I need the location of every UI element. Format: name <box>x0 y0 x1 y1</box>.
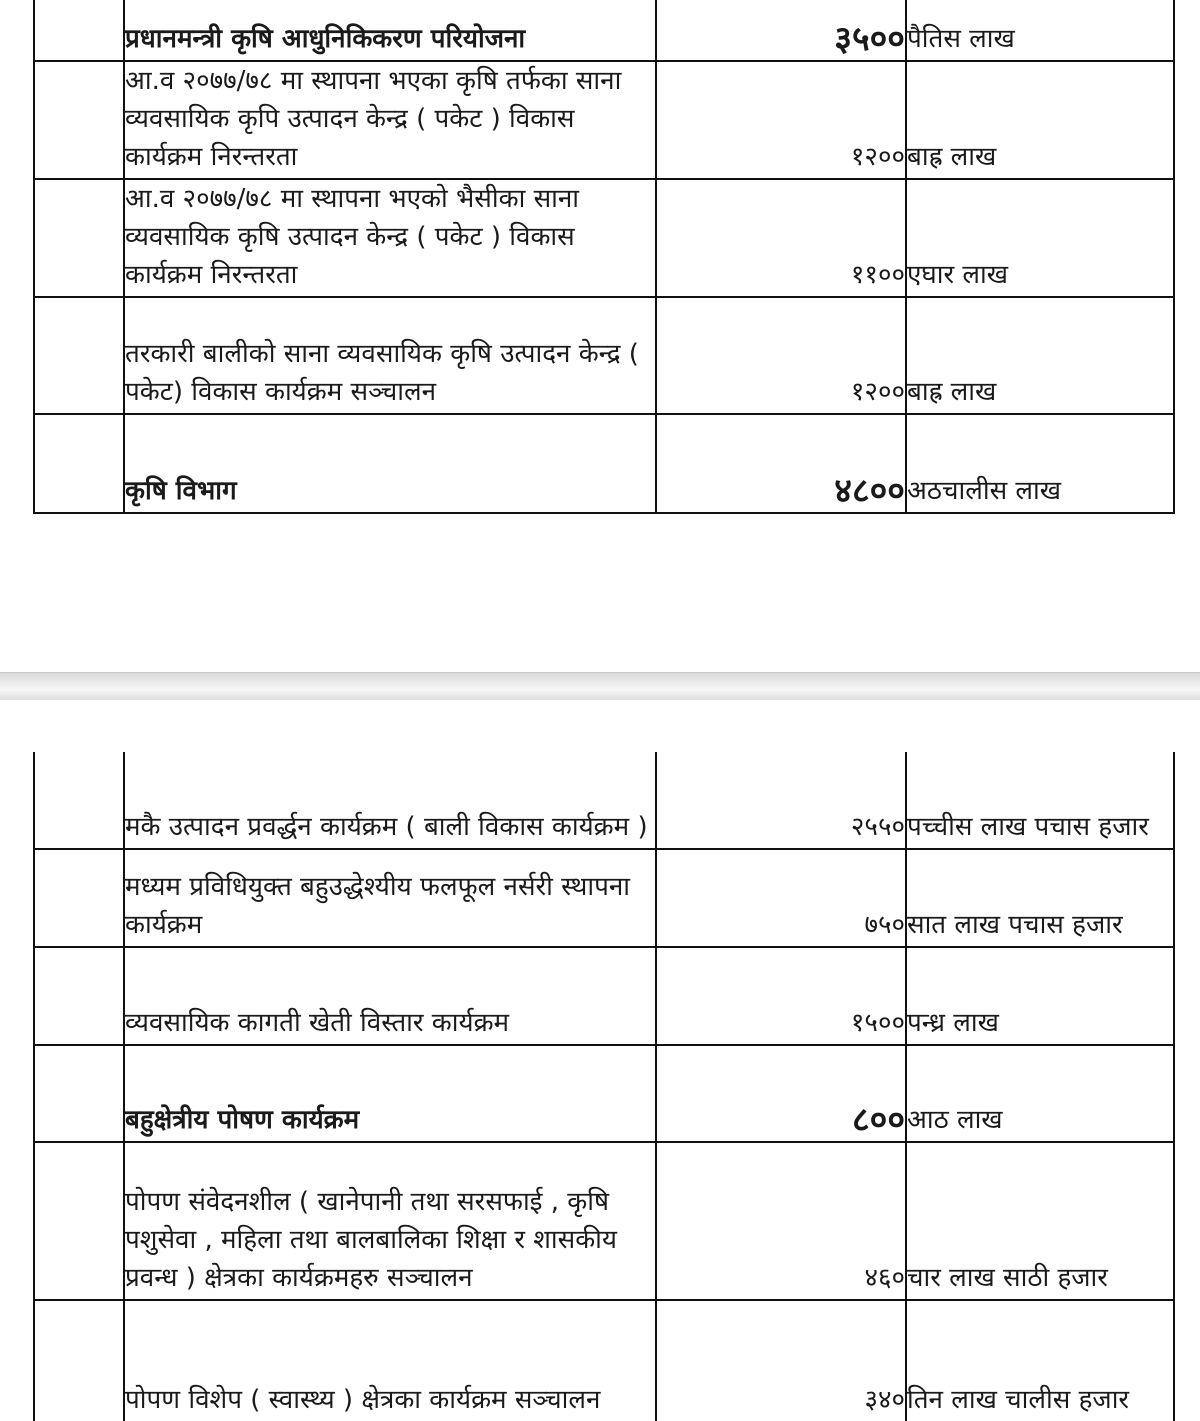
amount-cell: १२०० <box>656 297 906 414</box>
table-row <box>34 947 1174 1045</box>
table-row <box>34 297 1174 414</box>
index-cell <box>34 0 124 61</box>
program-cell: पोपण संवेदनशील ( खानेपानी तथा सरसफाई , कृषि पशुसेवा , महिला तथा बालबालिका शिक्षा र शासकीय प्रवन्ध ) क्षेत्रका कार्यक्रमहरु सञ्चालन <box>124 1142 656 1300</box>
page-break-gap <box>0 672 1200 702</box>
index-cell <box>34 752 124 849</box>
table-row <box>34 1045 1174 1142</box>
program-cell: कृषि विभाग <box>124 414 656 513</box>
index-cell <box>34 1045 124 1142</box>
amount-words-cell: पच्चीस लाख पचास हजार <box>906 752 1174 849</box>
index-cell <box>34 414 124 513</box>
program-cell: तरकारी बालीको साना व्यवसायिक कृषि उत्पादन केन्द्र ( पकेट) विकास कार्यक्रम सञ्चालन <box>124 297 656 414</box>
index-cell <box>34 947 124 1045</box>
index-cell <box>34 297 124 414</box>
amount-words-cell: चार लाख साठी हजार <box>906 1142 1174 1300</box>
table-row <box>34 1142 1174 1300</box>
index-cell <box>34 179 124 297</box>
table-row <box>34 752 1174 849</box>
program-cell: मकै उत्पादन प्रवर्द्धन कार्यक्रम ( बाली विकास कार्यक्रम ) <box>124 752 656 849</box>
program-cell: मध्यम प्रविधियुक्त बहुउद्धेश्यीय फलफूल नर्सरी स्थापना कार्यक्रम <box>124 849 656 947</box>
table-row <box>34 1300 1174 1421</box>
table-row <box>34 849 1174 947</box>
amount-cell: ३४० <box>656 1300 906 1421</box>
amount-cell: ८०० <box>656 1045 906 1142</box>
index-cell <box>34 1300 124 1421</box>
amount-cell: ४८०० <box>656 414 906 513</box>
amount-words-cell: पन्ध्र लाख <box>906 947 1174 1045</box>
index-cell <box>34 61 124 179</box>
amount-words-cell: बाह्र लाख <box>906 297 1174 414</box>
index-cell <box>34 849 124 947</box>
program-cell: आ.व २०७७/७८ मा स्थापना भएका कृषि तर्फका साना व्यवसायिक कृपि उत्पादन केन्द्र ( पकेट ) विकास कार्यक्रम निरन्तरता <box>124 61 656 179</box>
program-cell: आ.व २०७७/७८ मा स्थापना भएको भैसीका साना व्यवसायिक कृषि उत्पादन केन्द्र ( पकेट ) विकास कार्यक्रम निरन्तरता <box>124 179 656 297</box>
table-row <box>34 179 1174 297</box>
amount-words-cell: बाह्र लाख <box>906 61 1174 179</box>
amount-cell: ४६० <box>656 1142 906 1300</box>
amount-words-cell: एघार लाख <box>906 179 1174 297</box>
program-cell: प्रधानमन्त्री कृषि आधुनिकिकरण परियोजना <box>124 0 656 61</box>
program-cell: बहुक्षेत्रीय पोषण कार्यक्रम <box>124 1045 656 1142</box>
amount-words-cell: अठचालीस लाख <box>906 414 1174 513</box>
document-page-top <box>0 0 1200 672</box>
amount-cell: ३५०० <box>656 0 906 61</box>
amount-cell: ७५० <box>656 849 906 947</box>
amount-cell: १५०० <box>656 947 906 1045</box>
program-cell: पोपण विशेप ( स्वास्थ्य ) क्षेत्रका कार्यक्रम सञ्चालन <box>124 1300 656 1421</box>
program-cell: व्यवसायिक कागती खेती विस्तार कार्यक्रम <box>124 947 656 1045</box>
amount-words-cell: तिन लाख चालीस हजार <box>906 1300 1174 1421</box>
budget-table-bottom <box>33 752 1175 1421</box>
table-row <box>34 61 1174 179</box>
table-row <box>34 0 1174 61</box>
amount-words-cell: पैतिस लाख <box>906 0 1174 61</box>
amount-cell: २५५० <box>656 752 906 849</box>
amount-cell: ११०० <box>656 179 906 297</box>
budget-table-top <box>33 0 1175 514</box>
amount-words-cell: आठ लाख <box>906 1045 1174 1142</box>
document-page-bottom <box>0 700 1200 1421</box>
table-row <box>34 414 1174 513</box>
amount-words-cell: सात लाख पचास हजार <box>906 849 1174 947</box>
index-cell <box>34 1142 124 1300</box>
amount-cell: १२०० <box>656 61 906 179</box>
